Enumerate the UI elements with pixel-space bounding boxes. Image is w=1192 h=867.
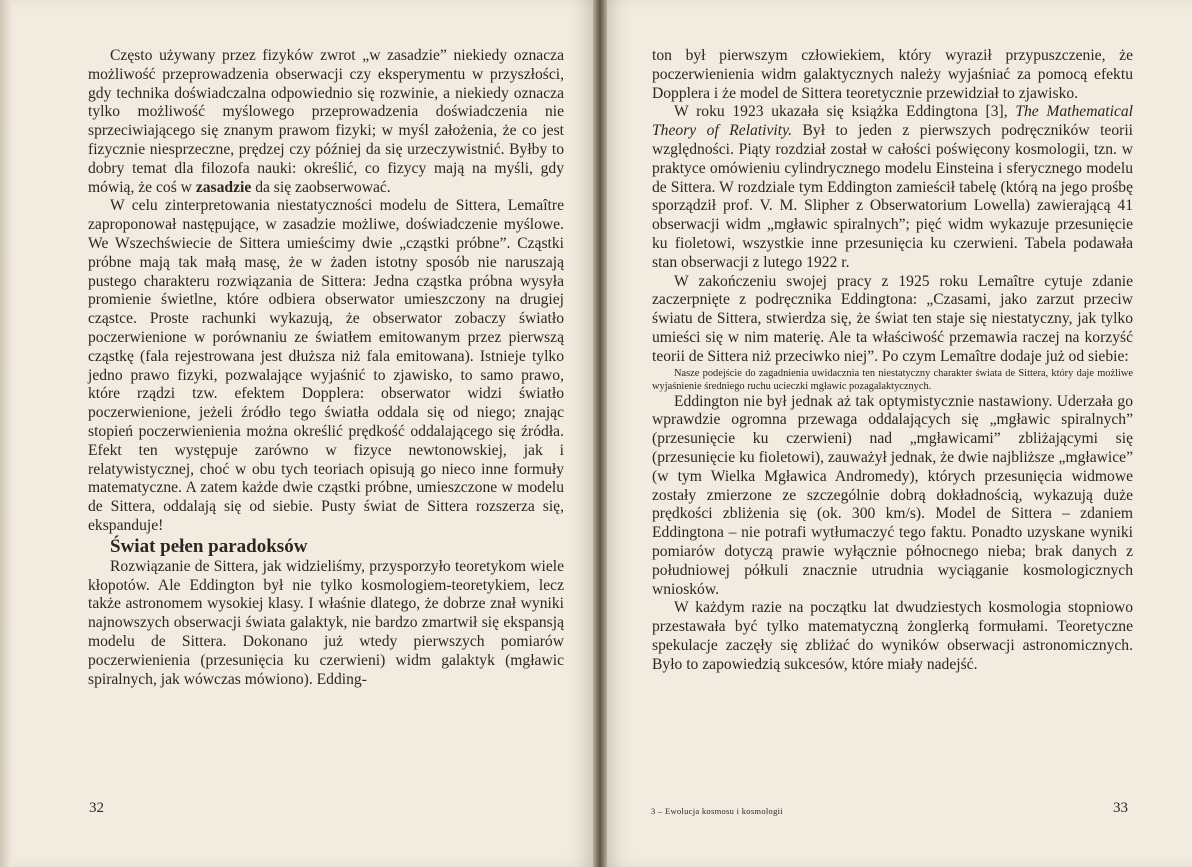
paragraph: W zakończeniu swojej pracy z 1925 roku Lemaître cytuje zdanie zaczerpnięte z podręcznika Eddingtona: „Czasami, jako zarzut przeciw światu de Sittera, stwierdza się, że świat ten staje się niestatyczny, jak tylko umieści się w nim materię. Ale ta właściwość przemawia raczej na korzyść teorii de Sittera niż przeciwko niej”. Po czym Lemaître dodaje już od siebie: (652, 272, 1133, 365)
page-number-right: 33 (1113, 800, 1128, 816)
paragraph: Eddington nie był jednak aż tak optymistycznie nastawiony. Uderzała go wprawdzie ogromna przewaga oddalających się „mgławic spiralnych” (przesunięcie ku czerwieni) nad „mgławicami” zbliżającymi się (przesunięcie ku fioletowi), zauważył jednak, że dwie najbliższe „mgławice” (w tym Wielka Mgławica Andromedy), których przesunięcia widmowe zostały zmierzone ze szczególnie dobrą dokładnością, wykazują duże prędkości zbliżenia się (ok. 300 km/s). Model de Sittera – zdaniem Eddingtona – nie potrafi wytłumaczyć tego faktu. Ponadto uzyskane wyniki pomiarów dotyczą prawie wyłącznie północnego nieba; brak danych z południowej półkuli znacznie utrudnia wyciąganie kosmologicznych wniosków. (652, 392, 1133, 598)
page-number-left: 32 (89, 800, 104, 816)
paragraph: Często używany przez fizyków zwrot „w zasadzie” niekiedy oznacza możliwość przeprowadzenia obserwacji czy eksperymentu w przyszłości, gdy technika doświadczalna odpowiednio się rozwinie, a niekiedy oznacza tylko możliwość myślowego przeprowadzenia doświadczenia nie sprzeciwiającego się znanym prawom fizyki; w myśl założenia, że co jest fizycznie niesprzeczne, prędzej czy później da się urzeczywistnić. Byłby to dobry temat dla filozofa nauki: określić, co fizycy mają na myśli, gdy mówią, że coś w zasadzie da się zaobserwować. (88, 47, 564, 196)
signature-footer: 3 – Ewolucja kosmosu i kosmologii (651, 806, 783, 816)
left-page-text (88, 47, 564, 689)
book-gutter (593, 0, 607, 867)
right-page-text (652, 47, 1133, 675)
paragraph: W celu zinterpretowania niestatyczności modelu de Sittera, Lemaître zaproponował następujące, w zasadzie możliwe, doświadczenie myślowe. We Wszechświecie de Sittera umieścimy dwie „cząstki próbne”. Cząstki próbne mają tak małą masę, że w żaden istotny sposób nie naruszają pustego charakteru rozwiązania de Sittera: Jedna cząstka próbna wysyła promienie świetlne, które odbiera obserwator umieszczony na drugiej cząstce. Proste rachunki wykazują, że obserwator zobaczy światło poczerwienione w porównaniu ze światłem emitowanym przez pierwszą cząstkę (fala rejestrowana jest dłuższa niż fala emitowana). Istnieje tylko jedno prawo fizyki, pozwalające wyjaśnić to zjawisko, to samo prawo, które rządzi tzw. efektem Dopplera: obserwator widzi światło poczerwienione, jeżeli źródło tego światła oddala się od niego; znając stopień poczerwienienia można określić prędkość oddalającego się źródła. Efekt ten występuje zarówno w fizyce newtonowskiej, jak i relatywistycznej, choć w obu tych teoriach opisują go nieco inne formuły matematyczne. A zatem każde dwie cząstki próbne, umieszczone w modelu de Sittera, oddalają się od siebie. Pusty świat de Sittera rozszerza się, ekspanduje! (88, 197, 564, 534)
emphasis: zasadzie (195, 178, 252, 196)
paragraph: W każdym razie na początku lat dwudziestych kosmologia stopniowo przestawała być tylko matematyczną żonglerką formułami. Teoretyczne spekulacje zaczęły się zbliżać do wyników obserwacji astronomicznych. Było to zapowiedzią sukcesów, które miały nadejść. (652, 599, 1133, 673)
paragraph: ton był pierwszym człowiekiem, który wyraził przypuszczenie, że poczerwienienia widm galaktycznych należy wyjaśniać za pomocą efektu Dopplera i że model de Sittera teoretycznie przewidział to zjawisko. (652, 47, 1133, 102)
book-title: The Mathematical Theory of Relativity. (652, 103, 1133, 140)
section-heading: Świat pełen paradoksów (110, 535, 308, 557)
quote: Nasze podejście do zagadnienia uwidacznia ten niestatyczny charakter świata de Sittera, który daje możliwe wyjaśnienie średniego ruchu ucieczki mgławic pozagalaktycznych. (652, 367, 1133, 392)
paragraph: Rozwiązanie de Sittera, jak widzieliśmy, przysporzyło teoretykom wiele kłopotów. Ale Eddington był nie tylko kosmologiem-teoretykiem, lecz także astronomem wysokiej klasy. I właśnie dlatego, że dobrze znał wyniki najnowszych obserwacji świata galaktyk, nie bardzo zmartwił się ekspansją modelu de Sittera. Dokonano już wtedy pierwszych pomiarów poczerwienienia (przesunięcia ku czerwieni) widm galaktyk (mgławic spiralnych, jak wówczas mówiono). Edding- (88, 557, 564, 688)
paragraph: W roku 1923 ukazała się książka Eddingtona [3], The Mathematical Theory of Relativity. Był to jeden z pierwszych podręczników teorii względności. Piąty rozdział został w całości poświęcony kosmologii, tzn. w praktyce omówieniu cylindrycznego modelu Einsteina i sferycznego modelu de Sittera. W rozdziale tym Eddington zamieścił tabelę (którą na jego prośbę sporządził prof. V. M. Slipher z Obserwatorium Lowella) zawierającą 41 obserwacji widm „mgławic spiralnych”; pięć widm wykazuje przesunięcie ku fioletowi, wszystkie inne przesunięcia ku czerwieni. Tabela podawała stan obserwacji z lutego 1922 r. (652, 103, 1133, 271)
page-edge (0, 0, 12, 867)
